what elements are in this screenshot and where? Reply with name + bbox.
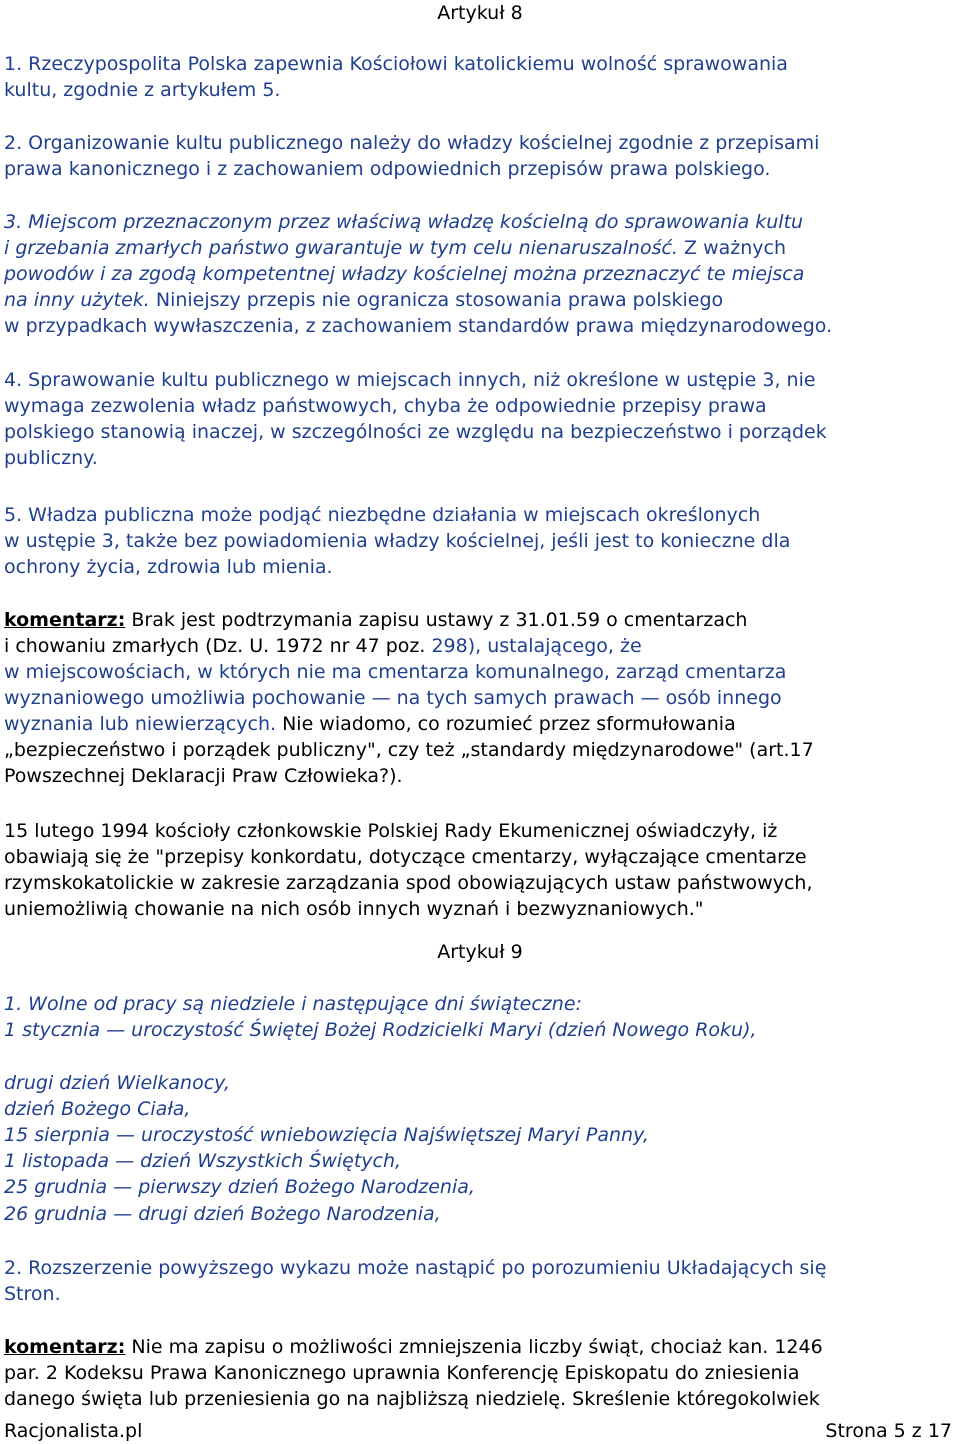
art8-comment-line1 <box>4 607 747 633</box>
ecumenical-quote-line4: uniemożliwią chowanie na nich osób innych wyznań i bezwyznaniowych." <box>4 898 704 920</box>
ecumenical-quote-line1: 15 lutego 1994 kościoły członkowskie Polskiej Rady Ekumenicznej oświadczyły, iż <box>4 820 778 842</box>
art8-para4-line1: 4. Sprawowanie kultu publicznego w miejscach innych, niż określone w ustępie 3, nie <box>4 369 816 391</box>
art8-para4-line4: publiczny. <box>4 447 98 469</box>
art8-para3-line2 <box>4 235 786 261</box>
art8-para2-line1: 2. Organizowanie kultu publicznego należy do władzy kościelnej zgodnie z przepisami <box>4 132 820 154</box>
footer-page-number: Strona 5 z 17 <box>825 1420 952 1442</box>
art8-para3-line1: 3. Miejscom przeznaczonym przez właściwą władzę kościelną do sprawowania kultu <box>4 211 804 233</box>
art8-para3-italic-end: na inny użytek. <box>4 289 150 311</box>
ecumenical-quote-line3: rzymskokatolickie w zakresie zarządzania spod obowiązujących ustaw państwowych, <box>4 872 813 894</box>
art8-comment-blue-b: Nie wiadomo, co rozumieć przez sformułowania <box>276 713 736 735</box>
art9-comment-line3: danego święta lub przeniesienia go na najbliższą niedzielę. Skreślenie któregokolwiek <box>4 1388 820 1410</box>
art8-comment-line4: wyznaniowego umożliwia pochowanie — na tych samych prawach — osób innego <box>4 687 782 709</box>
art8-para3-italic-text-a: Z ważnych <box>677 237 787 259</box>
art9-comment-line1 <box>4 1334 823 1360</box>
article-9-heading: Artykuł 9 <box>437 941 523 963</box>
art8-para3-plain-a: Niniejszy przepis nie ogranicza stosowania prawa polskiego <box>149 289 724 311</box>
art8-para2-line2: prawa kanonicznego i z zachowaniem odpowiednich przepisów prawa polskiego. <box>4 158 771 180</box>
holiday-item: 1 listopada — dzień Wszystkich Świętych, <box>4 1150 402 1172</box>
art8-para5-line1: 5. Władza publiczna może podjąć niezbędne działania w miejscach określonych <box>4 504 761 526</box>
art8-para3-line5: w przypadkach wywłaszczenia, z zachowaniem standardów prawa międzynarodowego. <box>4 315 833 337</box>
art8-comment-black-a: i chowaniu zmarłych (Dz. U. 1972 nr 47 poz. <box>4 635 426 657</box>
art8-comment-line7: Powszechnej Deklaracji Praw Człowieka?). <box>4 765 403 787</box>
art8-para1-line1: 1. Rzeczypospolita Polska zapewnia Kościołowi katolickiemu wolność sprawowania <box>4 53 788 75</box>
art8-comment-blue-a: 298), ustalającego, że <box>425 635 642 657</box>
art9-comment-line2: par. 2 Kodeksu Prawa Kanonicznego uprawnia Konferencję Episkopatu do zniesienia <box>4 1362 800 1384</box>
art9-para2-line1: 2. Rozszerzenie powyższego wykazu może nastąpić po porozumieniu Układających się <box>4 1257 827 1279</box>
art8-comment-line2 <box>4 633 642 659</box>
art8-para4-line3: polskiego stanowią inaczej, w szczególności ze względu na bezpieczeństwo i porządek <box>4 421 827 443</box>
art9-comment-text: Nie ma zapisu o możliwości zmniejszenia liczby świąt, chociaż kan. 1246 <box>125 1336 823 1358</box>
art8-para3-italic-text: i grzebania zmarłych państwo gwarantuje w tym celu nienaruszalność. <box>4 237 678 259</box>
art9-para1-line2: 1 stycznia — uroczystość Świętej Bożej Rodzicielki Maryi (dzień Nowego Roku), <box>4 1019 757 1041</box>
footer-site-name: Racjonalista.pl <box>4 1420 143 1442</box>
holiday-item: 26 grudnia — drugi dzień Bożego Narodzenia, <box>4 1203 441 1225</box>
art8-comment-line3: w miejscowościach, w których nie ma cmentarza komunalnego, zarząd cmentarza <box>4 661 787 683</box>
art8-para5-line2: w ustępie 3, także bez powiadomienia władzy kościelnej, jeśli jest to konieczne dla <box>4 530 791 552</box>
art8-comment-black-b: wyznania lub niewierzących. <box>4 713 277 735</box>
holiday-item: drugi dzień Wielkanocy, <box>4 1072 230 1094</box>
art8-para3-line3: powodów i za zgodą kompetentnej władzy kościelnej można przeznaczyć te miejsca <box>4 263 805 285</box>
article-8-heading: Artykuł 8 <box>437 2 523 24</box>
art8-comment-line6: „bezpieczeństwo i porządek publiczny", czy też „standardy międzynarodowe" (art.17 <box>4 739 814 761</box>
art8-para1-line2: kultu, zgodnie z artykułem 5. <box>4 79 281 101</box>
art9-para2-line2: Stron. <box>4 1283 61 1305</box>
ecumenical-quote-line2: obawiają się że "przepisy konkordatu, dotyczące cmentarzy, wyłączające cmentarze <box>4 846 807 868</box>
art8-comment-text: Brak jest podtrzymania zapisu ustawy z 31.01.59 o cmentarzach <box>125 609 748 631</box>
holiday-item: 15 sierpnia — uroczystość wniebowzięcia Najświętszej Maryi Panny, <box>4 1124 649 1146</box>
art9-para1-line1: 1. Wolne od pracy są niedziele i następujące dni świąteczne: <box>4 993 582 1015</box>
art8-para5-line3: ochrony życia, zdrowia lub mienia. <box>4 556 333 578</box>
art8-para4-line2: wymaga zezwolenia władz państwowych, chyba że odpowiednie przepisy prawa <box>4 395 767 417</box>
art8-para3-line4 <box>4 287 723 313</box>
art8-comment-line5 <box>4 711 736 737</box>
holiday-item: 25 grudnia — pierwszy dzień Bożego Narodzenia, <box>4 1176 475 1198</box>
comment-label: komentarz: <box>4 609 126 631</box>
comment-label: komentarz: <box>4 1336 126 1358</box>
holiday-item: dzień Bożego Ciała, <box>4 1098 191 1120</box>
